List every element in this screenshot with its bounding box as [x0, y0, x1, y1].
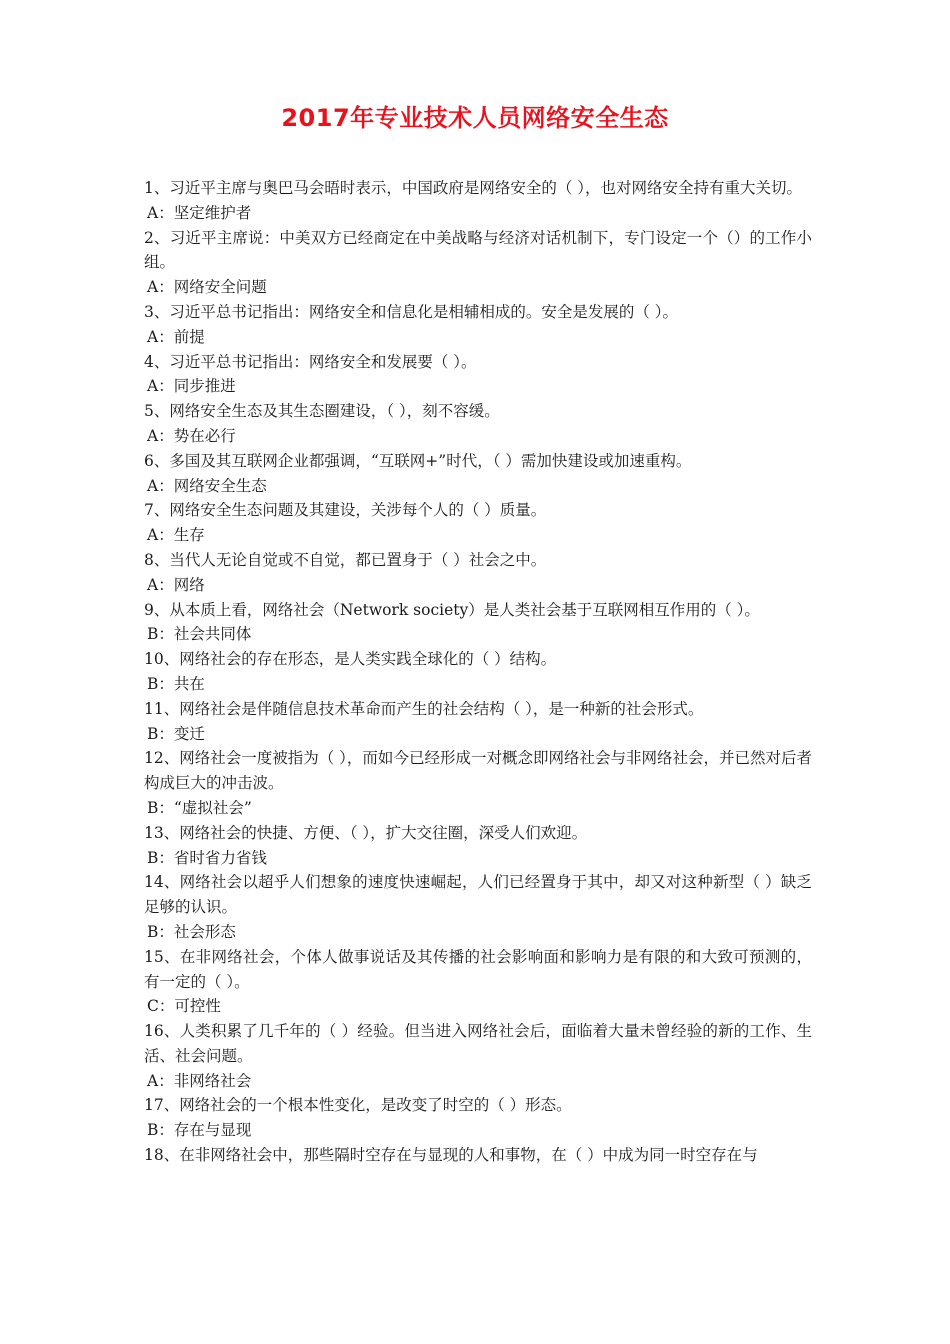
question-16: 16、人类积累了几千年的（ ）经验。但当进入网络社会后，面临着大量未曾经验的新的工作、生活、社会问题。	[144, 1022, 812, 1065]
answer-16: A：非网络社会	[147, 1071, 252, 1090]
question-17: 17、网络社会的一个根本性变化，是改变了时空的（ ）形态。	[144, 1096, 572, 1115]
question-15: 15、在非网络社会，个体人做事说话及其传播的社会影响面和影响力是有限的和大致可预测的，有一定的（ ）。	[144, 947, 812, 991]
answer-3: A：前提	[147, 327, 205, 346]
answer-10: B：共在	[147, 674, 205, 693]
question-4: 4、习近平总书记指出：网络安全和发展要（ ）。	[144, 352, 477, 371]
question-5: 5、网络安全生态及其生态圈建设，（ ），刻不容缓。	[144, 402, 500, 421]
answer-6: A：网络安全生态	[147, 476, 267, 495]
question-8: 8、当代人无论自觉或不自觉，都已置身于（ ）社会之中。	[144, 550, 547, 569]
document-title: 2017年专业技术人员网络安全生态	[281, 104, 669, 132]
answer-15: C：可控性	[147, 997, 221, 1016]
question-14: 14、网络社会以超乎人们想象的速度快速崛起，人们已经置身于其中，却又对这种新型（ ）缺乏足够的认识。	[144, 873, 812, 917]
question-12: 12、网络社会一度被指为（ ），而如今已经形成一对概念即网络社会与非网络社会，并已然对后者构成巨大的冲击波。	[144, 749, 812, 793]
question-11: 11、网络社会是伴随信息技术革命而产生的社会结构（ ），是一种新的社会形式。	[144, 699, 704, 718]
question-list	[144, 176, 812, 1168]
question-2: 2、习近平主席说：中美双方已经商定在中美战略与经济对话机制下，专门设定一个（）的工作小组。	[144, 228, 812, 272]
answer-5: A：势在必行	[147, 426, 236, 445]
answer-1: A：坚定维护者	[147, 203, 252, 222]
question-9: 9、从本质上看，网络社会（Network society）是人类社会基于互联网相互作用的（ ）。	[144, 600, 760, 619]
question-10: 10、网络社会的存在形态，是人类实践全球化的（ ）结构。	[144, 650, 557, 669]
answer-13: B：省时省力省钱	[147, 848, 267, 867]
question-1: 1、习近平主席与奥巴马会晤时表示，中国政府是网络安全的（ ），也对网络安全持有重大关切。	[144, 179, 803, 197]
answer-9: B：社会共同体	[147, 625, 252, 644]
answer-17: B：存在与显现	[147, 1121, 252, 1140]
answer-11: B：变迁	[147, 724, 205, 743]
question-18: 18、在非网络社会中，那些隔时空存在与显现的人和事物，在（ ）中成为同一时空存在与	[144, 1146, 758, 1165]
answer-4: A：同步推进	[147, 377, 236, 396]
question-6: 6、多国及其互联网企业都强调，“互联网+”时代，（ ）需加快建设或加速重构。	[144, 451, 692, 470]
answer-14: B：社会形态	[147, 922, 236, 941]
question-7: 7、网络安全生态问题及其建设，关涉每个人的（ ）质量。	[144, 501, 547, 520]
question-3: 3、习近平总书记指出：网络安全和信息化是相辅相成的。安全是发展的（ ）。	[144, 302, 679, 321]
answer-7: A：生存	[147, 526, 205, 545]
answer-2: A：网络安全问题	[147, 278, 267, 297]
answer-8: A：网络	[147, 575, 205, 594]
answer-12: B：“虚拟社会”	[147, 798, 252, 817]
question-13: 13、网络社会的快捷、方便、（ ），扩大交往圈，深受人们欢迎。	[144, 823, 588, 842]
